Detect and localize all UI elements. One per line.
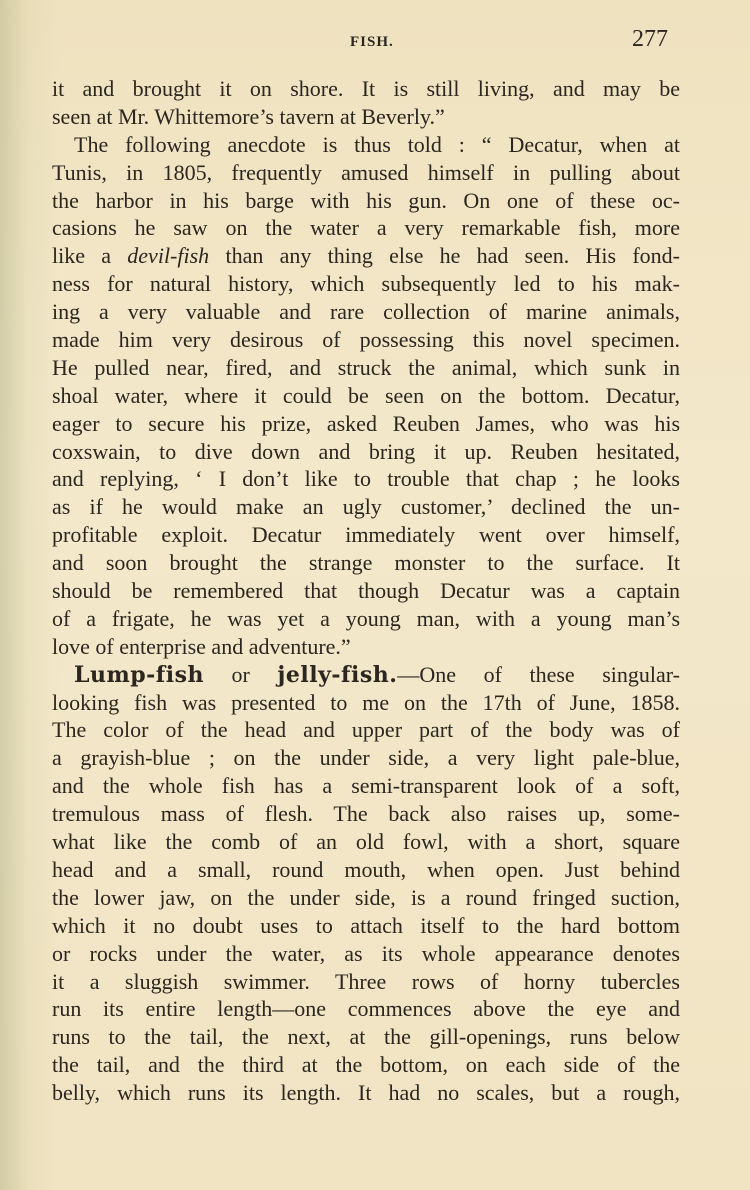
- text-line: should be remembered that though Decatur was a captain: [52, 578, 680, 604]
- text-line: it a sluggish swimmer. Three rows of horny tubercles: [52, 968, 680, 994]
- page-number: 277: [632, 26, 668, 52]
- text-line: eager to secure his prize, asked Reuben James, who was his: [52, 410, 680, 436]
- text-line: the lower jaw, on the under side, is a round fringed suction,: [52, 884, 680, 910]
- text-line: and replying, ‘ I don’t like to trouble that chap ; he looks: [52, 466, 680, 492]
- text-line: tremulous mass of flesh. The back also raises up, some-: [52, 801, 680, 827]
- running-head: [0, 26, 750, 56]
- text-line: and the whole fish has a semi-transparent look of a soft,: [52, 773, 680, 799]
- text-line: and soon brought the strange monster to the surface. It: [52, 550, 680, 576]
- text-line: The color of the head and upper part of the body was of: [52, 717, 680, 743]
- devil-fish-term: devil-fish: [127, 243, 210, 269]
- text-line: ing a very valuable and rare collection of marine animals,: [52, 299, 680, 325]
- text-line: coxswain, to dive down and bring it up. Reuben hesitated,: [52, 438, 680, 464]
- text-line: which it no doubt uses to attach itself to the hard bottom: [52, 912, 680, 938]
- text-line: looking fish was presented to me on the 17th of June, 1858.: [52, 689, 680, 715]
- running-head-title: FISH.: [350, 34, 394, 50]
- text-line: Tunis, in 1805, frequently amused himself in pulling about: [52, 159, 680, 185]
- lump-fish-heading: Lump-fish: [74, 661, 204, 688]
- text-line: The following anecdote is thus told : “ Decatur, when at: [74, 131, 680, 157]
- text-line: a grayish-blue ; on the under side, a very light pale-blue,: [52, 745, 680, 771]
- text-line: run its entire length—one commences above the eye and: [52, 996, 680, 1022]
- text-line: ness for natural history, which subsequently led to his mak-: [52, 271, 680, 297]
- text-line: the tail, and the third at the bottom, on each side of the: [52, 1052, 680, 1078]
- body-text: [52, 75, 680, 1107]
- text-line: shoal water, where it could be seen on the bottom. Decatur,: [52, 382, 680, 408]
- text-line: as if he would make an ugly customer,’ declined the un-: [52, 494, 680, 520]
- text-run: —One of these singular-: [397, 661, 680, 687]
- text-line: what like the comb of an old fowl, with a short, square: [52, 829, 680, 855]
- text-line: profitable exploit. Decatur immediately went over himself,: [52, 522, 680, 548]
- text-line: seen at Mr. Whittemore’s tavern at Beverly.”: [52, 103, 445, 129]
- text-line: He pulled near, fired, and struck the animal, which sunk in: [52, 354, 680, 380]
- text-line: [52, 661, 680, 689]
- text-line: head and a small, round mouth, when open. Just behind: [52, 856, 680, 882]
- text-line: or rocks under the water, as its whole appearance denotes: [52, 940, 680, 966]
- text-line: of a frigate, he was yet a young man, with a young man’s: [52, 605, 680, 631]
- text-line: the harbor in his barge with his gun. On one of these oc-: [52, 187, 680, 213]
- text-line: casions he saw on the water a very remarkable fish, more: [52, 215, 680, 241]
- text-run: like a: [52, 243, 128, 269]
- jelly-fish-heading: jelly-fish.: [277, 661, 398, 688]
- text-line: belly, which runs its length. It had no scales, but a rough,: [52, 1080, 680, 1106]
- text-line: love of enterprise and adventure.”: [52, 633, 351, 659]
- text-line: it and brought it on shore. It is still living, and may be: [52, 76, 680, 101]
- text-run: than any thing else he had seen. His fond-: [225, 243, 680, 269]
- text-run: or: [203, 661, 278, 687]
- text-line: runs to the tail, the next, at the gill-openings, runs below: [52, 1024, 680, 1050]
- text-line: [52, 242, 680, 270]
- text-line: made him very desirous of possessing this novel specimen.: [52, 327, 680, 353]
